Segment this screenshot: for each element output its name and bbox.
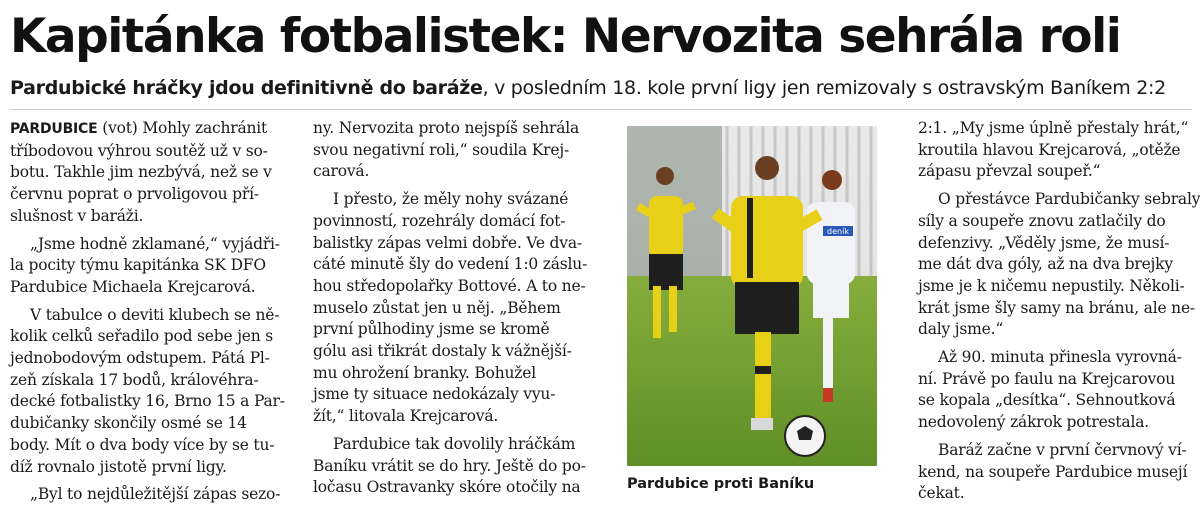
- text-line: Pardubice Michaela Krejcarová.: [10, 277, 256, 296]
- text-line: daly jsme.“: [918, 320, 1004, 339]
- jersey-text: deník: [827, 227, 849, 236]
- text-line: Baníku vrátit se do hry. Ještě do po-: [313, 456, 586, 475]
- text-line: dubičanky skončily osmé se 14: [10, 414, 247, 433]
- divider: [10, 109, 1192, 110]
- match-photo: [627, 126, 877, 466]
- subheadline: [10, 73, 1195, 103]
- text-line: kolik celků seřadilo pod sebe jen s: [10, 327, 274, 346]
- text-line: carová.: [313, 162, 370, 181]
- text-line: se kopala „desítka“. Sehnoutková: [918, 391, 1176, 410]
- text-line: tříbodovou výhrou soutěž už v so-: [10, 141, 268, 160]
- text-line: 2:1. „My jsme úplně přestaly hrát,“: [918, 119, 1189, 137]
- football: [785, 416, 825, 456]
- photo-caption: Pardubice proti Baníku: [627, 476, 815, 492]
- text-line: „Jsme hodně zklamané,“ vyjádři-: [30, 234, 280, 253]
- text-line: Pardubice tak dovolily hráčkám: [333, 434, 576, 453]
- text-line: nedovolený zákrok potrestala.: [918, 413, 1149, 432]
- text-line: zeň získala 17 bodů, královéhra-: [10, 370, 259, 389]
- text-line: I přesto, že měly nohy svázané: [333, 190, 569, 209]
- text-line: hou středopolařky Bottové. A to ne-: [313, 276, 586, 295]
- text-line: la pocity týmu kapitánka SK DFO: [10, 256, 266, 275]
- subheadline-rest: , v posledním 18. kole první ligy jen remizovaly s ostravským Baníkem 2:2: [482, 77, 1166, 99]
- subheadline-bold: Pardubické hráčky jdou definitivně do baráže: [10, 77, 483, 99]
- text-line: body. Mít o dva body více by se tu-: [10, 435, 275, 454]
- text-line: V tabulce o deviti klubech se ně-: [30, 305, 280, 324]
- article-column-1: [10, 118, 285, 506]
- text-line: jednobodovým odstupem. Pátá Pl-: [10, 349, 270, 368]
- text-line: balistky zápas velmi dobře. Ve dva-: [313, 233, 582, 252]
- text-line: slušnost v baráži.: [10, 206, 144, 225]
- text-line: kend, na soupeře Pardubice musejí: [918, 462, 1188, 481]
- text-line: zápasu převzal soupeř.“: [918, 162, 1101, 181]
- text-line: botu. Takhle jim nezbývá, než se v: [10, 163, 272, 182]
- text-line: decké fotbalistky 16, Brno 15 a Par-: [10, 392, 285, 411]
- text-line: jsme ty situace nedokázaly vyu-: [313, 385, 556, 404]
- text-line: čekat.: [918, 484, 965, 503]
- text-line: mu ohrožení branky. Bohužel: [313, 363, 536, 382]
- text-line: Až 90. minuta přinesla vyrovná-: [938, 348, 1182, 367]
- text-line: PARDUBICE (vot) Mohly zachránit: [10, 119, 268, 137]
- text-line: díž rovnalo jistotě první ligy.: [10, 457, 227, 476]
- text-line: ny. Nervozita proto nejspíš sehrála: [313, 119, 580, 137]
- text-line: cáté minutě šly do vedení 1:0 záslu-: [313, 255, 588, 274]
- text-line: krát jsme šly samy na bránu, ale ne-: [918, 298, 1195, 317]
- text-line: muselo zůstat jen u něj. „Během: [313, 298, 561, 317]
- text-line: kroutila hlavou Krejcarová, „otěže: [918, 140, 1181, 159]
- text-line: O přestávce Pardubičanky sebraly: [938, 190, 1200, 209]
- article-column-2: [313, 118, 591, 499]
- text-line: me dát dva góly, až na dva brejky: [918, 255, 1173, 274]
- text-line: ločasu Ostravanky skóre otočily na: [313, 478, 581, 497]
- text-line: gólu asi třikrát dostaly k vážnější-: [313, 342, 572, 361]
- text-line: žít,“ litovala Krejcarová.: [313, 407, 499, 426]
- text-line: defenzivy. „Věděly jsme, že musí-: [918, 233, 1170, 252]
- text-line: jsme je k ničemu nepustily. Několi-: [918, 276, 1185, 295]
- text-line: červnu poprat o prvoligovou pří-: [10, 185, 259, 204]
- text-line: svou negativní roli,“ soudila Krej-: [313, 140, 569, 159]
- headline: Kapitánka fotbalistek: Nervozita sehrála roli: [10, 9, 1121, 64]
- text-line: ní. Právě po faulu na Krejcarovou: [918, 369, 1175, 388]
- article-column-3: [918, 118, 1200, 505]
- text-line: povinností, rozehrály domácí fot-: [313, 211, 566, 230]
- text-line: „Byl to nejdůležitější zápas sezo-: [30, 485, 281, 504]
- dateline: PARDUBICE: [10, 121, 98, 137]
- text-line: Baráž začne v první červnový ví-: [938, 440, 1187, 459]
- text-line: první půlhodiny jsme se kromě: [313, 320, 550, 339]
- text-line: síly a soupeře znovu zatlačily do: [918, 211, 1166, 230]
